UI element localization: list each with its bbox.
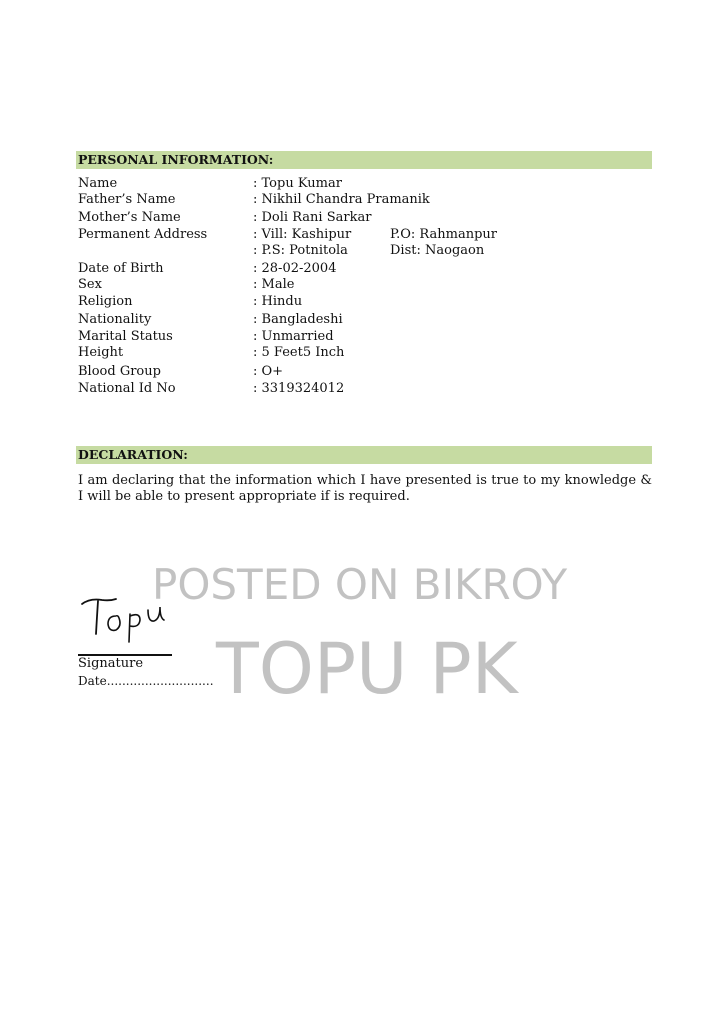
watermark-line-1: POSTED ON BIKROY <box>152 560 568 609</box>
info-value: : Hindu <box>253 294 303 309</box>
handwritten-signature <box>78 590 188 658</box>
info-label: Blood Group <box>78 364 161 379</box>
info-label: Height <box>78 345 124 360</box>
info-value: : Nikhil Chandra Pramanik <box>253 192 430 207</box>
info-label: Marital Status <box>78 329 173 344</box>
info-value: : Bangladeshi <box>253 312 343 327</box>
watermark-line-2: TOPU PK <box>216 628 518 710</box>
info-value: : P.S: Potnitola <box>253 243 348 258</box>
signature-label: Signature <box>78 656 144 671</box>
info-value: : Topu Kumar <box>253 176 342 191</box>
declaration-heading: DECLARATION: <box>76 446 652 464</box>
info-value: : Vill: Kashipur <box>253 227 352 242</box>
info-label: National Id No <box>78 381 176 396</box>
info-label: Permanent Address <box>78 227 208 242</box>
info-value: : 5 Feet5 Inch <box>253 345 345 360</box>
info-value: : Doli Rani Sarkar <box>253 210 372 225</box>
info-label: Date of Birth <box>78 261 164 276</box>
info-value: : O+ <box>253 364 284 379</box>
info-value-secondary: P.O: Rahmanpur <box>390 227 497 242</box>
date-label: Date............................ <box>78 674 214 688</box>
personal-information-heading: PERSONAL INFORMATION: <box>76 151 652 169</box>
info-label: Religion <box>78 294 133 309</box>
info-value: : 28-02-2004 <box>253 261 337 276</box>
info-value: : Male <box>253 277 295 292</box>
info-label: Nationality <box>78 312 152 327</box>
info-label: Name <box>78 176 118 191</box>
declaration-text: I am declaring that the information which I have presented is true to my knowledge & I will be able to present appropriate if is required. <box>78 473 652 504</box>
info-label: Mother’s Name <box>78 210 181 225</box>
info-value: : Unmarried <box>253 329 334 344</box>
info-label: Sex <box>78 277 102 292</box>
info-value-secondary: Dist: Naogaon <box>390 243 485 258</box>
info-label: Father’s Name <box>78 192 176 207</box>
info-value: : 3319324012 <box>253 381 345 396</box>
